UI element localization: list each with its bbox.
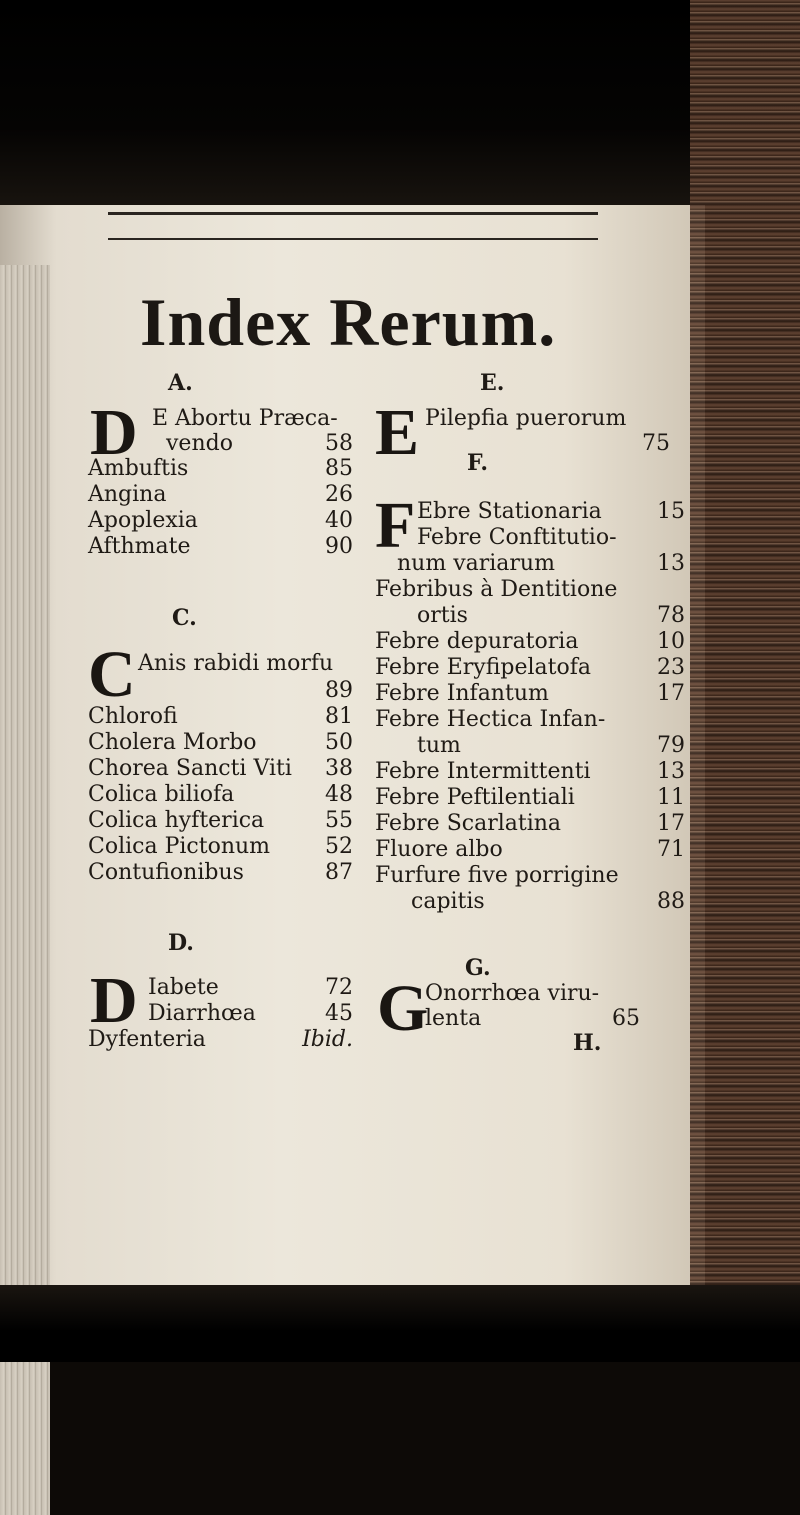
index-entry-cont: lenta 65 [425,1006,640,1031]
index-entry-cont: tum 79 [417,733,685,758]
index-entry: Pilepfia puerorum [425,406,627,431]
drop-cap-d: D [90,964,138,1037]
index-entry: E Abortu Præca- [152,406,338,431]
index-entry: Febre Hectica Infan- [375,707,606,732]
page-title: Index Rerum. [140,284,557,360]
index-entry: Colica biliofa 48 [88,782,353,807]
index-entry-cont: vendo 58 [166,431,353,456]
index-entry: Colica hyfterica 55 [88,808,353,833]
drop-cap-d: D [90,396,138,469]
index-entry: Febre Eryfipelatofa 23 [375,655,685,680]
index-entry: Contufionibus 87 [88,860,353,885]
index-entry: Febre Conftitutio- [417,525,617,550]
index-entry: Febre Infantum 17 [375,681,685,706]
index-entry: Cholera Morbo 50 [88,730,353,755]
index-entry-cont: 89 [325,678,353,703]
index-entry-cont: num variarum 13 [397,551,685,576]
index-entry: Chorea Sancti Viti 38 [88,756,353,781]
index-entry-cont: 75 [642,431,670,456]
drop-cap-f: F [375,489,416,562]
index-entry: Ambuftis 85 [88,456,353,481]
top-rule [108,212,598,215]
index-entry-cont: capitis 88 [411,889,685,914]
book-edge [690,0,800,1362]
drop-cap-e: E [375,396,420,469]
index-entry: Fluore albo 71 [375,837,685,862]
section-letter-h: H. [573,1030,602,1056]
index-entry: Febre Intermittenti 13 [375,759,685,784]
section-letter-g: G. [465,955,491,981]
drop-cap-g: G [377,972,429,1045]
index-entry: Febre Peftilentiali 11 [375,785,685,810]
index-entry: Chlorofi 81 [88,704,353,729]
drop-cap-c: C [88,638,136,711]
section-letter-a: A. [168,370,193,396]
index-entry: Febre Scarlatina 17 [375,811,685,836]
index-entry: Colica Pictonum 52 [88,834,353,859]
index-entry: Ebre Stationaria 15 [417,499,685,524]
index-entry: Afthmate 90 [88,534,353,559]
background-top [0,0,800,215]
index-entry: Apoplexia 40 [88,508,353,533]
section-letter-f: F. [467,450,489,476]
background-bottom [0,1285,800,1362]
index-entry: Dyfenteria Ibid. [88,1027,353,1052]
index-entry: Diarrhœa 45 [148,1001,353,1026]
index-entry: Angina 26 [88,482,353,507]
section-letter-e: E. [480,370,505,396]
second-rule [108,238,598,240]
index-entry: Anis rabidi morfu [138,651,334,676]
index-entry: Iabete 72 [148,975,353,1000]
index-entry: Furfure five porrigine [375,863,619,888]
section-letter-d: D. [168,930,194,956]
index-entry: Febribus à Dentitione [375,577,618,602]
section-letter-c: C. [172,605,197,631]
index-entry: Onorrhœa viru- [425,981,600,1006]
index-entry: Febre depuratoria 10 [375,629,685,654]
index-entry-cont: ortis 78 [417,603,685,628]
